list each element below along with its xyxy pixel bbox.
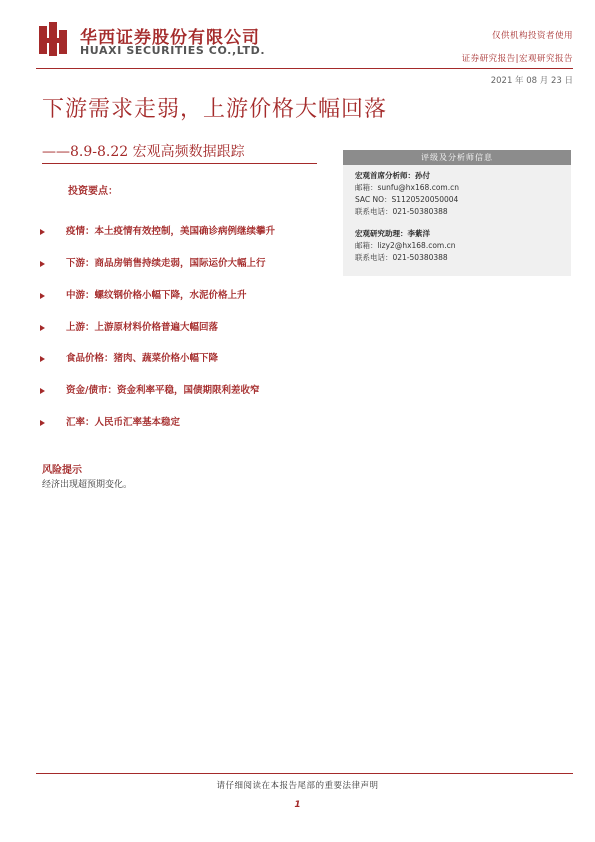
footer-divider — [36, 773, 573, 774]
legal-notice: 请仔细阅读在本报告尾部的重要法律声明 — [216, 781, 379, 791]
report-title: 下游需求走弱，上游价格大幅回落 — [42, 97, 388, 122]
company-name-en: HUAXI SECURITIES CO.,LTD. — [80, 44, 266, 57]
huaxi-logo-icon — [37, 22, 69, 56]
bullet-arrow-icon — [40, 229, 45, 235]
assistant-email: 邮箱：lizy2@hx168.com.cn — [355, 241, 456, 250]
report-subtitle: ——8.9-8.22 宏观高频数据跟踪 — [42, 144, 245, 160]
key-point-text: 食品价格：猪肉、蔬菜价格小幅下降 — [66, 353, 219, 364]
assistant-line: 宏观研究助理：李紫洋 — [355, 229, 430, 238]
key-point-item — [40, 414, 180, 428]
page-number: 1 — [294, 800, 301, 810]
bullet-arrow-icon — [40, 356, 45, 362]
bullet-arrow-icon — [40, 325, 45, 331]
key-point-item — [40, 350, 218, 364]
subtitle-underline — [42, 163, 317, 164]
risk-heading: 风险提示 — [42, 465, 82, 476]
chief-analyst-sac: SAC NO：S1120520050004 — [355, 195, 459, 204]
key-point-item — [40, 287, 247, 301]
key-point-text: 疫情：本土疫情有效控制，美国确诊病例继续攀升 — [66, 226, 276, 237]
bullet-arrow-icon — [40, 261, 45, 267]
report-type-tag: 证券研究报告|宏观研究报告 — [461, 54, 573, 64]
bullet-arrow-icon — [40, 293, 45, 299]
key-point-item — [40, 255, 266, 269]
assistant-phone: 联系电话：021-50380388 — [355, 253, 448, 262]
key-point-item — [40, 319, 218, 333]
key-point-text: 上游：上游原材料价格普遍大幅回落 — [66, 322, 219, 333]
bullet-arrow-icon — [40, 388, 45, 394]
risk-text: 经济出现超预期变化。 — [42, 480, 133, 490]
chief-analyst-email: 邮箱：sunfu@hx168.com.cn — [355, 183, 459, 192]
chief-analyst-phone: 联系电话：021-50380388 — [355, 207, 448, 216]
audience-tag: 仅供机构投资者使用 — [491, 31, 573, 41]
bullet-arrow-icon — [40, 420, 45, 426]
report-date: 2021 年 08 月 23 日 — [490, 76, 573, 86]
key-point-text: 汇率：人民币汇率基本稳定 — [66, 417, 181, 428]
analyst-info-heading: 评级及分析师信息 — [343, 150, 571, 165]
key-point-text: 下游：商品房销售持续走弱，国际运价大幅上行 — [66, 258, 266, 269]
header-divider — [36, 68, 573, 69]
company-name-cn: 华西证券股份有限公司 — [80, 28, 260, 48]
key-point-item — [40, 382, 259, 396]
key-points-heading: 投资要点： — [68, 186, 118, 197]
key-point-text: 资金/债市：资金利率平稳，国债期限利差收窄 — [66, 385, 260, 396]
chief-analyst-line: 宏观首席分析师：孙付 — [355, 171, 430, 180]
key-point-text: 中游：螺纹钢价格小幅下降，水泥价格上升 — [66, 290, 247, 301]
key-point-item — [40, 223, 275, 237]
